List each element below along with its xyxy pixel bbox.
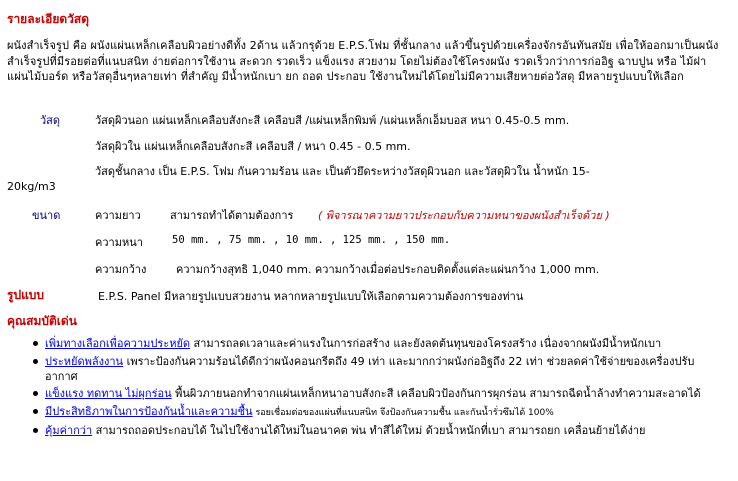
- width-value: ความกว้างสุทธิ 1,040 mm. ความกว้างเมื่อต่อประกอบติดตั้งแต่ละแผ่นกว้าง 1,000 mm.: [176, 263, 600, 276]
- feature-link-durable[interactable]: แข็งแรง ทดทาน ไม่ผุกร่อน: [45, 387, 172, 400]
- material-intro: ผนังสำเร็จรูป คือ ผนังแผ่นเหล็กเคลือบผิวอย่างดีทั้ง 2ด้าน แล้วกรุด้วย E.P.S.โฟม ที่ชั้นกลาง แล้วขึ้นรูปด้วยเครื่องจักรอันทันสมัย เพื่อให้ออกมาเป็นผนังสำเร็จรูปที่มีรอยต่อที่แนบสนิท ง่ายต่อการใช้งาน สะดวก รวดเร็ว แข็งแรง สวยงาม โดยไม่ต้องใช้โครงผนัง รวดเร็วกว่าการก่ออิฐ ฉาบปูน หรือ ไม้ฝา แผ่นไม้บอร์ด หรือวัสดุอื่นๆหลายเท่า ที่สำคัญ มีน้ำหนักเบา ยก ถอด ประกอบ ใช้งานใหม่ได้โดยไม่มีความเสียหายต่อวัสดุ มีหลายรูปแบบให้เลือก: [7, 39, 719, 83]
- style-heading: รูปแบบ: [7, 288, 45, 302]
- feature-link-saving[interactable]: เพิ่มทางเลือกเพื่อความประหยัด: [45, 337, 191, 350]
- bullet-icon: [33, 359, 38, 364]
- feature-link-energy[interactable]: ประหยัดพลังงาน: [45, 354, 124, 368]
- core-layer-text-cont: 20kg/m3: [7, 180, 56, 193]
- width-label: ความกว้าง: [95, 263, 147, 276]
- feature-link-value[interactable]: คุ้มค่ากว่า: [45, 424, 93, 437]
- length-label: ความยาว: [95, 209, 141, 222]
- length-note: ( พิจารณาความยาวประกอบกับความหนาของผนังสำเร็จด้วย ): [318, 209, 610, 222]
- thickness-value: 50 mm. , 75 mm. , 10 mm. , 125 mm. , 150 mm.: [172, 234, 451, 246]
- bullet-icon: [33, 428, 38, 433]
- list-item: [45, 386, 723, 401]
- features-list: [0, 336, 723, 441]
- feature-text: เพราะป้องกันความร้อนได้ดีกว่าผนังคอนกรีตถึง 49 เท่า และมากกว่าผนังก่ออิฐถึง 22 เท่า ช่วยลดค่าใช้จ่ายของเครื่องปรับอากาศ: [45, 354, 695, 383]
- material-label: วัสดุ: [40, 114, 61, 127]
- feature-text: พื้นผิวภายนอกทำจากแผ่นเหล็กหนาอาบสังกะสี เคลือบผิวป้องกันการผุกร่อน สามารถฉีดน้ำล้างทำความสะอาดได้: [171, 387, 701, 400]
- feature-text: สามารถลดเวลาและค่าแรงในการก่อสร้าง และยังลดต้นทุนของโครงสร้าง เนื่องจากผนังมีน้ำหนักเบา: [190, 337, 662, 350]
- thickness-label: ความหนา: [95, 236, 143, 249]
- material-heading: รายละเอียดวัสดุ: [7, 12, 90, 26]
- outer-skin-text: วัสดุผิวนอก แผ่นเหล็กเคลือบสังกะสี เคลือบสี /แผ่นเหล็กพิมพ์ /แผ่นเหล็กเอ็มบอส หนา 0.45-0.5 mm.: [95, 114, 570, 127]
- bullet-icon: [33, 341, 38, 346]
- size-label: ขนาด: [32, 209, 61, 222]
- list-item: [45, 336, 723, 351]
- features-heading: คุณสมบัติเด่น: [7, 314, 77, 328]
- inner-skin-text: วัสดุผิวใน แผ่นเหล็กเคลือบสังกะสี เคลือบสี / หนา 0.45 - 0.5 mm.: [95, 140, 411, 153]
- bullet-icon: [33, 409, 38, 414]
- feature-link-moisture[interactable]: มีประสิทธิภาพในการป้องกันน้ำและความชื้น: [45, 404, 253, 418]
- style-text: E.P.S. Panel มีหลายรูปแบบสวยงาน หลากหลายรูปแบบให้เลือกตามความต้องการของท่าน: [98, 290, 524, 303]
- list-item: [45, 354, 723, 384]
- core-layer-text: วัสดุชั้นกลาง เป็น E.P.S. โฟม กันความร้อน และ เป็นตัวยึดระหว่างวัสดุผิวนอก และวัสดุผิวใน น้ำหนัก 15-: [95, 165, 590, 178]
- bullet-icon: [33, 391, 38, 396]
- feature-text: สามารถถอดประกอบได้ ในไปใช้งานได้ใหม่ในอนาคต พ่น ทำสีได้ใหม่ ด้วยน้ำหนักที่เบา สามารถยก เคลื่อนย้ายได้ง่าย: [92, 424, 646, 437]
- list-item: [45, 404, 723, 421]
- length-value: สามารถทำได้ตามต้องการ: [170, 209, 294, 222]
- list-item: [45, 423, 723, 438]
- feature-text: รอยเชื่อมต่อของแผ่นที่แนบสนิท จึงป้องกันความชื้น และกันน้ำรั่วซึมได้ 100%: [252, 407, 554, 418]
